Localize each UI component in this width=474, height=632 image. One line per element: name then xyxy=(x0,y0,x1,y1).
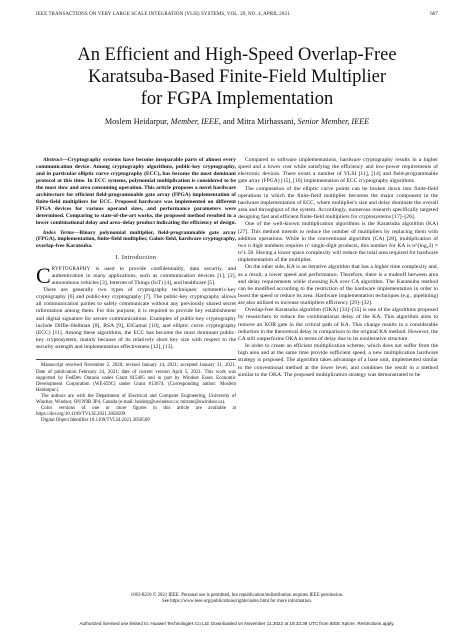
author-line: Moslem Heidarpur, Member, IEEE, and Mitra Mirhassani, Senior Member, IEEE xyxy=(104,117,370,126)
copyright-line-2: See https://www.ieee.org/publications/rights/index.html for more information. xyxy=(162,599,312,604)
title-line-3: for FGPA Implementation xyxy=(140,89,334,109)
footnote-doi: Digital Object Identifier 10.1109/TVLSI.2021.3058509 xyxy=(41,418,150,424)
running-header xyxy=(36,12,438,17)
page-number: 667 xyxy=(430,12,438,17)
footnotes xyxy=(36,359,236,424)
intro-first-word: RYPTOGRAPHY xyxy=(51,266,91,272)
abstract xyxy=(36,157,236,227)
author-connector: , and Mitra Mirhassani xyxy=(218,117,294,126)
index-terms-label: Index Terms xyxy=(43,229,74,236)
drop-cap: C xyxy=(36,262,51,288)
footnote-affiliation: The authors are with the Department of Electrical and Computer Engineering, University of Windsor, Windsor, ON N9B 3P4, Canada (e-mail: heidarp@uwindsor.ca; mitram@uwindsor.ca). xyxy=(36,393,236,405)
paper-title xyxy=(20,44,454,110)
abstract-label: Abstract xyxy=(43,157,62,163)
footnote-received: Manuscript received November 2, 2020; revised January 14, 2021; accepted January 31, 2021. Date of publication February 24, 2021; date of current version April 5, 2021. This work was supported by FedDev Ontario under Grant 815405 and in part by Windsor Essex Economic Development Corporation (WE-EDC) under Grant 813674. (Corresponding author: Moslem Heidarpur.) xyxy=(36,363,236,393)
title-line-1: An Efficient and High-Speed Overlap-Free xyxy=(77,45,397,65)
copyright-notice xyxy=(20,593,454,605)
copyright-line-1: 1063-8210 © 2021 IEEE. Personal use is permitted, but republication/redistribution requires IEEE permission. xyxy=(130,593,344,598)
author-1-name: Moslem Heidarpur xyxy=(104,117,167,126)
section-heading-introduction: I. Introduction xyxy=(115,255,157,262)
intro-para1-text: is used to provide confidentiality, data security, and authentication in many applications, such as communication devices [1], [2], autonomous vehicles [3], Internet of Things (IoT) [4], and healthcare [5]. xyxy=(51,265,236,286)
right-paragraph-3: One of the well-known multiplication algorithms is the Karatsuba algorithm (KA) [27]. This method intends to reduce the number of multipliers by replacing them with addition operations. While in the conventional algorithm (CA) [28], multiplication of two n digit numbers requires n² single-digit products, this number for KA is n^(log₂3) ≈ n^1.58. Having a lower space complexity will reduce the total area required for hardware implementation of the multiplier. xyxy=(238,221,438,264)
right-paragraph-2: The computation of the elliptic curve points can be broken down into finite-field operations in which the finite-field multiplier becomes the major component in the hardware implementation of ECC, where multiplier's size and delay dominate the overall area and throughput of the system. Accordingly, numerous research specifically targeted designing fast and efficient finite-field multipliers for cryptosystems [17]–[26]. xyxy=(238,185,438,221)
authorized-use-notice: Authorized licensed use limited to: Huawei Technologies Co Ltd. Downloaded on November 11,2022 at 18:33:39 UTC from IEEE Xplore. Restrictions apply. xyxy=(79,621,395,626)
abstract-text: —Cryptography systems have become inseparable parts of almost every communication device. Among cryptography algorithms, public-key cryptography, and in particular elliptic curve cryptography (ECC), has become the most dominant protocol at this time. In ECC systems, polynomial multiplication is considered to be the most slow and area consuming operation. This article proposes a novel hardware architecture for efficient field-programmable gate array (FPGA) implementation of finite-field multipliers for ECC. Proposed hardware was implemented on different FPGA devices for various operand sizes, and performance parameters were determined. Comparing to state-of-the-art works, the proposed method resulted in a lower combinational delay and area–delay product indicating the efficiency of design. xyxy=(36,157,236,226)
footnote-mark: , xyxy=(166,117,171,126)
author-2-role: Senior Member, IEEE xyxy=(297,117,370,126)
right-paragraph-6: In order to create an efficient multiplication scheme, which does not suffer from the high area and at the same time provide sufficient speed, a new multiplication hardware strategy is proposed. The algorithm takes advantage of a base unit, implemented similar to the conventional method at the lower level, and combines the result in a method similar to the OKA. The proposed multiplication strategy was demonstrated to be xyxy=(238,343,438,378)
running-title: IEEE TRANSACTIONS ON VERY LARGE SCALE INTEGRATION (VLSI) SYSTEMS, VOL. 29, NO. 4, APRIL 2021 xyxy=(36,12,290,17)
intro-paragraph-1 xyxy=(36,262,236,288)
left-column xyxy=(36,157,236,424)
author-1-role: Member, IEEE xyxy=(170,117,219,126)
right-paragraph-5: Overlap-free Karatsuba algorithm (OKA) [33]–[35] is one of the algorithms proposed by researchers to reduce the combinational delay of the KA. This algorithm aims to remove an XOR gate in the critical path of KA. This change results in a considerable reduction in the theoretical delay in comparison to the original KA method. However, the CA still outperforms OKA in terms of delay due to its noniterative structure. xyxy=(238,307,438,342)
footnote-color: Color versions of one or more figures in this article are available at https://doi.org/10.1109/TVLSI.2021.3058509. xyxy=(36,406,236,418)
right-column xyxy=(238,157,438,379)
intro-paragraph-2: There are generally two types of cryptography techniques: symmetric-key cryptography [6] and public-key cryptography [7]. The public-key cryptography allows all communication parties to safely communicate without any previously shared secret information among them. For this purpose, it is required to provide key establishment and digital signature for secure communications. Examples of public-key cryptography include Diffie–Hellman [8], RSA [9], ElGamal [10], and elliptic curve cryptography (ECC) [11]. Among these algorithms, the ECC has become the most dominant public-key cryptosystem, mainly because of its relatively short key size with respect to the security strength and implementation effectiveness [12], [13]. xyxy=(36,287,236,351)
title-line-2: Karatsuba-Based Finite-Field Multiplier xyxy=(88,67,386,87)
right-paragraph-4: On the other side, KA is an iterative algorithm that has a higher time complexity and, as a result, a lower speed and performance. Therefore, there is a tradeoff between area and delay requirements while choosing KA over CA algorithm. The Karatsuba method can be modified according to the restriction of the hardware implementation in order to boost the speed or reduce its area. Hardware implementation techniques (e.g., pipelining) are also utilized to increase multipliers efficiency [29]–[32]. xyxy=(238,264,438,307)
index-terms xyxy=(36,230,236,251)
right-paragraph-1: Compared to software implementations, hardware cryptography results in a higher speed and a lower cost while satisfying the efficiency and low-power requirements of electronic devices. There exists a number of VLSI [11], [14] and field-programmable gate array (FPGA) [15], [16] implementation of ECC cryptography algorithms. xyxy=(238,157,438,185)
index-terms-text: —Binary polynomial multiplier, field-programmable gate array (FPGA), implementation, finite-field multiplier, Galois field, hardware cryptography, overlap-free Karatsuba. xyxy=(36,229,236,250)
